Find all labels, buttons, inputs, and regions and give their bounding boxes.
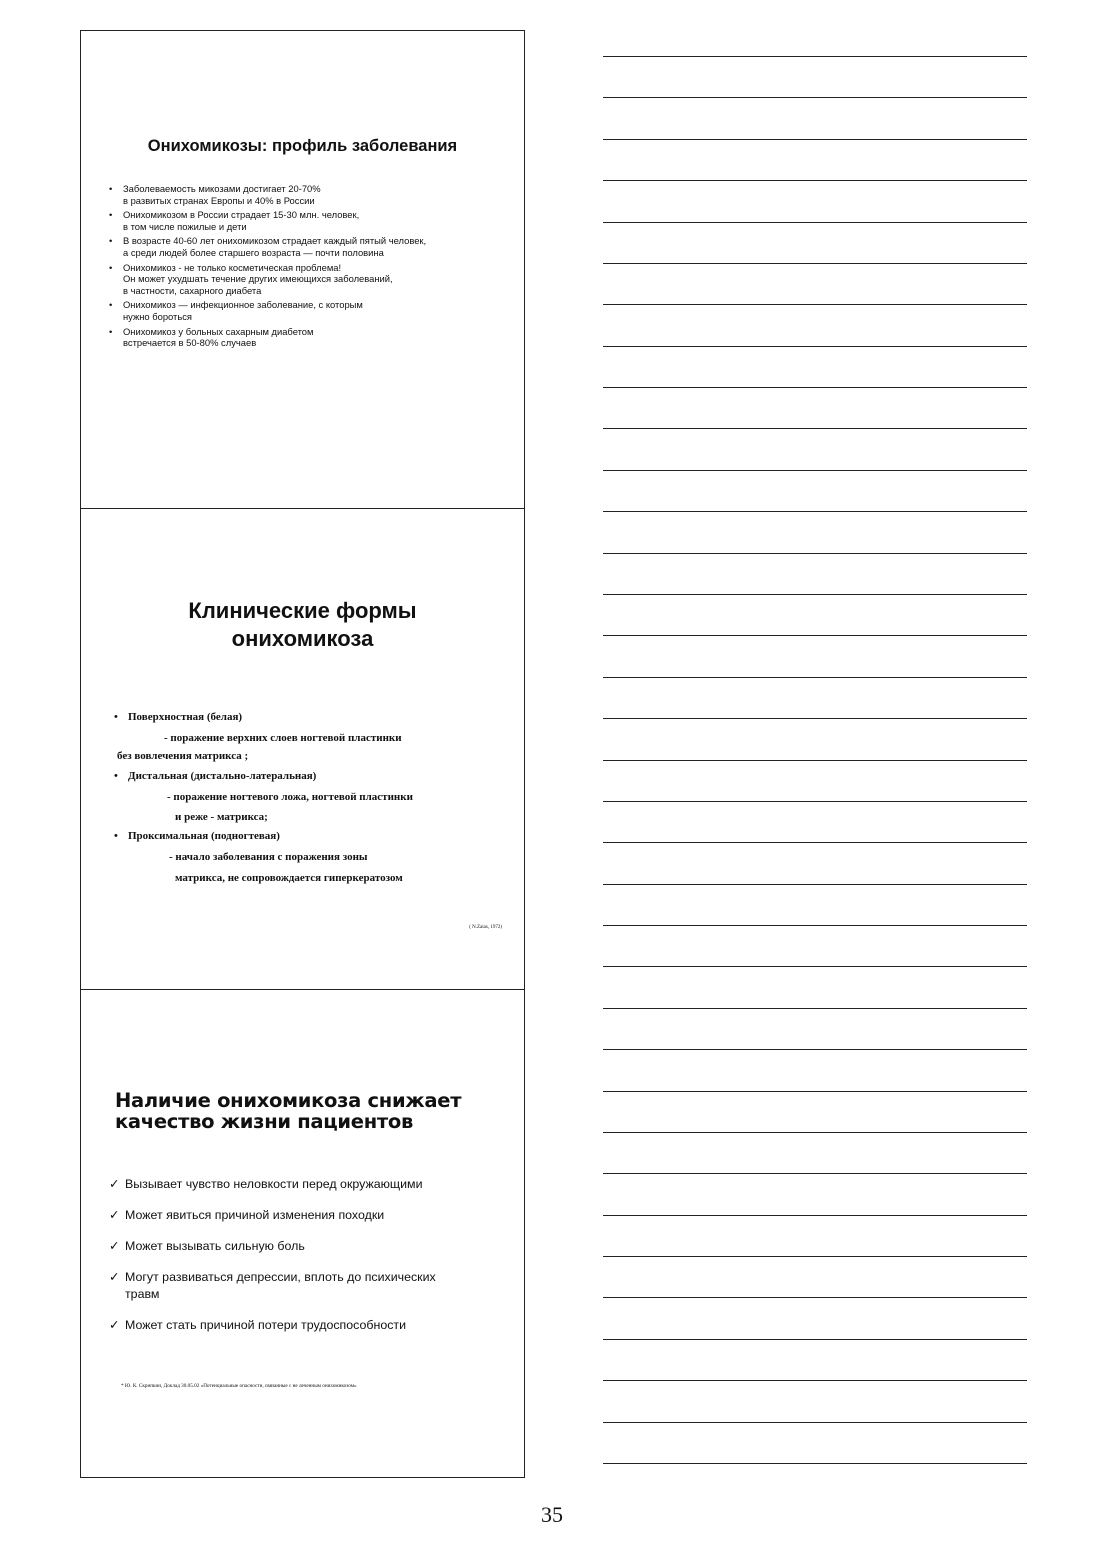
bullet-text: нужно бороться <box>123 310 192 322</box>
bullet-text: • Онихомикозом в России страдает 15-30 млн. человек, <box>123 209 360 221</box>
slide-1-bullet <box>105 326 510 349</box>
note-line <box>603 387 1027 388</box>
bullet-text: • Заболеваемость микозами достигает 20-70% <box>123 183 321 194</box>
title-line: Клинические формы <box>188 598 417 623</box>
bullet-text: встречается в 50-80% случаев <box>123 337 257 349</box>
note-line <box>603 1256 1027 1257</box>
note-line <box>603 925 1027 926</box>
slide-1-bullet <box>105 299 510 322</box>
note-line <box>603 346 1027 347</box>
note-line <box>603 1008 1027 1009</box>
note-line <box>603 1297 1027 1298</box>
note-line <box>603 97 1027 98</box>
slide-3-check-list <box>109 1176 496 1348</box>
form-proximal-desc: - начало заболевания с поражения зоны <box>169 851 368 863</box>
check-item-text: Вызывает чувство неловкости перед окружающими <box>125 1177 423 1191</box>
bullet-text: а среди людей более старшего возраста — почти половина <box>123 246 384 258</box>
form-superficial-desc: без вовлечения матрикса ; <box>117 750 249 762</box>
page-number: 35 <box>541 1502 563 1527</box>
note-line <box>603 304 1027 305</box>
slide-1-bullet <box>105 262 510 297</box>
bullet-text: в развитых странах Европы и 40% в России <box>123 194 315 206</box>
slide-3 <box>81 990 524 1478</box>
title-line: онихомикоза <box>231 626 374 651</box>
check-item <box>109 1317 496 1334</box>
notes-lines <box>603 0 1027 1564</box>
note-line <box>603 635 1027 636</box>
note-line <box>603 718 1027 719</box>
checkmark-icon: ✓ <box>109 1239 120 1253</box>
note-line <box>603 1173 1027 1174</box>
slide-2-title <box>81 597 524 653</box>
check-item <box>109 1207 496 1224</box>
note-line <box>603 180 1027 181</box>
bullet-text: в том числе пожилые и дети <box>123 220 247 232</box>
form-superficial-desc: - поражение верхних слоев ногтевой пластинки <box>164 732 402 744</box>
checkmark-icon: ✓ <box>109 1208 120 1222</box>
form-distal: • Дистальная (дистально-латеральная) <box>128 769 316 783</box>
note-line <box>603 1132 1027 1133</box>
form-superficial: • Поверхностная (белая) <box>128 710 242 724</box>
slide-1-bullet <box>105 209 510 232</box>
note-line <box>603 594 1027 595</box>
check-item-text: травм <box>125 1287 160 1301</box>
checkmark-icon: ✓ <box>109 1270 120 1284</box>
citation: ( N.Zaias, 1972) <box>469 925 502 930</box>
note-line <box>603 1422 1027 1423</box>
note-line <box>603 470 1027 471</box>
bullet-text: • Онихомикоз - не только косметическая проблема! <box>123 261 342 273</box>
note-line <box>603 1339 1027 1340</box>
slide-3-title <box>115 1090 504 1132</box>
slide-1-bullet <box>105 235 510 258</box>
note-line <box>603 222 1027 223</box>
checkmark-icon: ✓ <box>109 1177 120 1191</box>
title-line: качество жизни пациентов <box>115 1110 414 1133</box>
note-line <box>603 553 1027 554</box>
title-line: Наличие онихомикоза снижает <box>115 1089 462 1112</box>
bullet-text: • Онихомикоз — инфекционное заболевание, с которым <box>123 299 363 311</box>
check-item-text: Могут развиваться депрессии, вплоть до психических <box>125 1270 436 1284</box>
bullet-text: • Онихомикоз у больных сахарным диабетом <box>123 325 314 337</box>
bullet-text: Он может ухудшать течение других имеющихся заболеваний, <box>123 273 393 285</box>
note-line <box>603 801 1027 802</box>
slide-1-bullet-list <box>105 183 510 352</box>
note-line <box>603 428 1027 429</box>
slides-column <box>80 30 525 1478</box>
reference-note: * Ю. К. Скрипкин, Доклад 30.05.02 «Потенциальные опасности, связанные с не леченным онихомикозом» <box>121 1383 357 1389</box>
note-line <box>603 139 1027 140</box>
check-item-text: Может вызывать сильную боль <box>125 1239 305 1253</box>
slide-1 <box>81 31 524 509</box>
note-line <box>603 677 1027 678</box>
form-proximal-desc: матрикса, не сопровождается гиперкератозом <box>175 872 403 884</box>
note-line <box>603 1091 1027 1092</box>
form-distal-desc: и реже - матрикса; <box>175 811 268 823</box>
checkmark-icon: ✓ <box>109 1318 120 1332</box>
note-line <box>603 1049 1027 1050</box>
check-item-text: Может явиться причиной изменения походки <box>125 1208 385 1222</box>
note-line <box>603 884 1027 885</box>
slide-1-title: Онихомикозы: профиль заболевания <box>147 137 458 155</box>
check-item-text: Может стать причиной потери трудоспособности <box>125 1318 407 1332</box>
note-line <box>603 511 1027 512</box>
bullet-text: • В возрасте 40-60 лет онихомикозом страдает каждый пятый человек, <box>123 235 427 247</box>
slide-1-bullet <box>105 183 510 206</box>
note-line <box>603 966 1027 967</box>
note-line <box>603 263 1027 264</box>
check-item <box>109 1269 496 1303</box>
note-line <box>603 1380 1027 1381</box>
note-line <box>603 56 1027 57</box>
check-item <box>109 1176 496 1193</box>
note-line <box>603 842 1027 843</box>
slide-2 <box>81 509 524 990</box>
note-line <box>603 1463 1027 1464</box>
note-line <box>603 760 1027 761</box>
form-proximal: • Проксимальная (подногтевая) <box>128 829 280 843</box>
form-distal-desc: - поражение ногтевого ложа, ногтевой пластинки <box>167 791 413 803</box>
bullet-text: в частности, сахарного диабета <box>123 284 262 296</box>
check-item <box>109 1238 496 1255</box>
note-line <box>603 1215 1027 1216</box>
